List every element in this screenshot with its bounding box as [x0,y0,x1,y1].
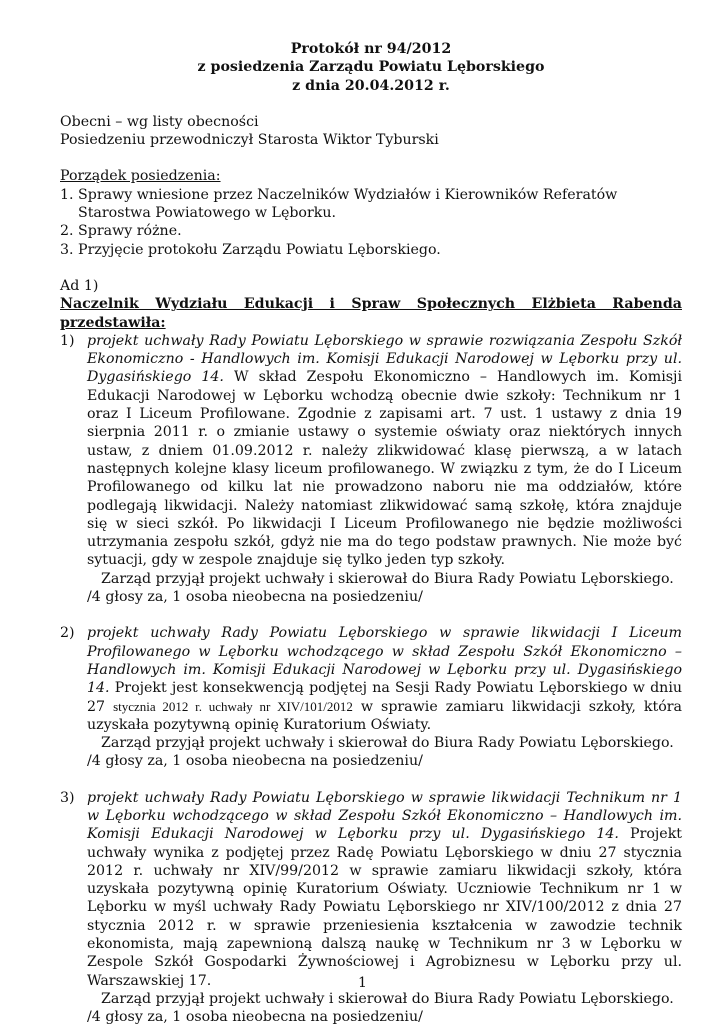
agenda-item: 1. Sprawy wniesione przez Naczelników Wydziałów i Kierowników Referatów Starostwa Powiatowego w Lęborku. [60,186,618,222]
resolution-body-date: stycznia 2012 [113,698,189,714]
item-text [87,624,682,734]
agenda-item: 2. Sprawy różne. [60,223,182,240]
vote-line: /4 głosy za, 1 osoba nieobecna na posiedzeniu/ [87,753,423,770]
item-text [87,789,682,990]
attendance-line: Obecni – wg listy obecności [60,113,259,130]
resolution-body: Projekt jest konsekwencją podjętej na Sesji Rady Powiatu Lęborskiego w dniu 27 [87,680,682,715]
vote-line: /4 głosy za, 1 osoba nieobecna na posiedzeniu/ [87,1009,423,1026]
item-number: 3) [60,789,75,806]
title-protocol-number: Protokół nr 94/2012 [290,41,452,57]
resolution-body: r. uchwały nr [188,698,278,714]
decision-line: Zarząd przyjął projekt uchwały i skierował do Biura Rady Powiatu Lęborskiego. [101,990,674,1007]
resolution-body: W skład Zespołu Ekonomiczno – Handlowych im. Komisji Edukacji Narodowej w Lęborku wchodzą obecnie dwie szkoły: Technikum nr 1 oraz I Liceum Profilowane. Zgodnie z zapisami art. 7 ust. 1 ustawy z dnia 19 sierpnia 2011 r. o zmianie ustawy o systemie oświaty oraz niektórych innych ustaw, z dniem 01.09.2012 r. należy zlikwidować klasę pierwszą, a w latach następnych kolejne klasy liceum profilowanego. W związku z tym, że do I Liceum Profilowanego od kilku lat nie prowadzono naboru nie ma oddziałów, które podlegają likwidacji. Należy natomiast zlikwidować samą szkołę, która znajduje się w sieci szkół. Po likwidacji I Liceum Profilowanego nie będzie możliwości utrzymania zespołu szkół, gdyż nie ma do tego podstaw prawnych. Nie może być sytuacji, gdy w zespole znajduje się tylko jeden typ szkoły. [87,369,682,569]
resolution-item [60,624,682,770]
vote-line: /4 głosy za, 1 osoba nieobecna na posiedzeniu/ [87,589,423,606]
resolution-body: Projekt uchwały wynika z podjętej przez Radę Powiatu Lęborskiego w dniu 27 stycznia 2012 r. uchwały nr XIV/99/2012 w sprawie zamiaru likwidacji szkoły, która uzyskała pozytywną opinię Kuratorium Oświaty. Uczniowie Technikum nr 1 w Lęborku w myśl uchwały Rady Powiatu Lęborskiego nr XIV/100/2012 z dnia 27 stycznia 2012 r. w sprawie przeniesienia kształcenia w zawodzie technik ekonomista, mają zapewnioną dalszą naukę w Technikum nr 3 w Lęborku w Zespole Szkół Gospodarki Żywnościowej i Agrobiznesu w Lęborku przy ul. Warszawskiej 17. [87,826,682,989]
resolution-title: projekt uchwały Rady Powiatu Lęborskiego w sprawie likwidacji I Liceum Profilowanego w Lęborku wchodzącego w skład Zespołu Szkół Ekonomiczno – Handlowych im. Komisji Edukacji Narodowej w Lęborku przy ul. Dygasińskiego 14. [87,625,682,697]
resolution-body: w sprawie zamiaru likwidacji szkoły, która uzyskała pozytywną opinię Kuratorium Oświaty. [87,698,682,733]
resolution-title: projekt uchwały Rady Powiatu Lęborskiego w sprawie rozwiązania Zespołu Szkół Ekonomiczno - Handlowych im. Komisji Edukacji Narodowej w Lęborku przy ul. Dygasińskiego 14. [87,332,682,386]
decision-line: Zarząd przyjął projekt uchwały i skierował do Biura Rady Powiatu Lęborskiego. [101,570,674,587]
item-number: 2) [60,625,75,642]
document-page [60,40,682,1027]
title-date: z dnia 20.04.2012 r. [292,77,450,94]
chair-line: Posiedzeniu przewodniczył Starosta Wiktor Tyburski [60,132,439,149]
decision-line: Zarząd przyjął projekt uchwały i skierował do Biura Rady Powiatu Lęborskiego. [101,735,674,752]
resolution-number: XIV/101/2012 [277,698,353,714]
resolution-title: projekt uchwały Rady Powiatu Lęborskiego w sprawie likwidacji Technikum nr 1 w Lęborku wchodzącego w skład Zespołu Szkół Ekonomiczno – Handlowych im. Komisji Edukacji Narodowej w Lęborku przy ul. Dygasińskiego 14. [87,789,682,843]
section-label: Ad 1) [60,277,99,294]
item-text [87,332,682,570]
presenter-line-2: przedstawiła: [60,314,166,331]
agenda-item: 3. Przyjęcie protokołu Zarządu Powiatu Lęborskiego. [60,241,441,258]
page-number: 1 [358,975,367,991]
item-number: 1) [60,332,75,349]
resolution-item [60,332,682,606]
agenda-heading: Porządek posiedzenia: [60,168,221,185]
presenter-line: Naczelnik Wydziału Edukacji i Spraw Społecznych Elżbieta Rabenda [60,296,682,313]
document-title [60,40,682,95]
title-meeting: z posiedzenia Zarządu Powiatu Lęborskiego [197,59,545,76]
